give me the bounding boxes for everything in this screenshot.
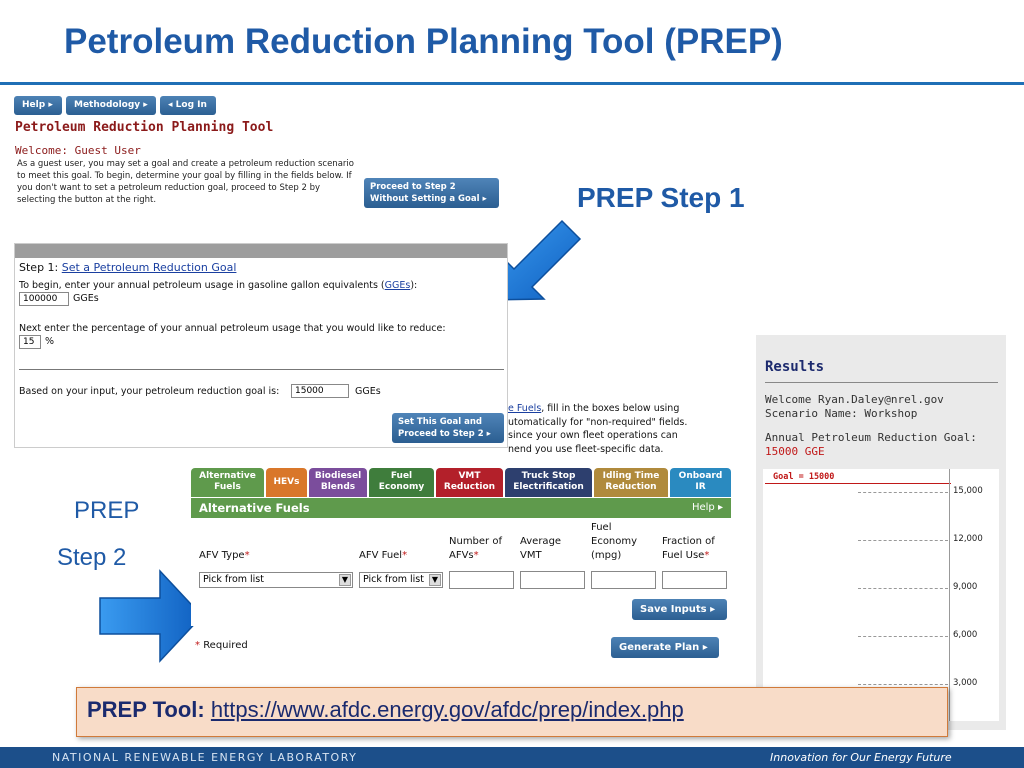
tab-label: IR: [695, 482, 706, 492]
usage-input[interactable]: 100000: [19, 292, 69, 306]
help-button[interactable]: [14, 96, 62, 115]
prep-tool-callout: [76, 687, 948, 737]
required-asterisk: *: [402, 550, 408, 561]
gridline: [858, 588, 948, 589]
tab-alternative-fuels[interactable]: [191, 468, 264, 497]
play-arrow-icon: ▸: [486, 429, 491, 439]
play-arrow-icon: ▸: [702, 642, 708, 653]
col-fuel-econ-3: (mpg): [591, 550, 622, 561]
step1-panel: [14, 243, 508, 448]
results-goal-label: Annual Petroleum Reduction Goal:: [765, 431, 977, 444]
login-button-label: Log In: [175, 100, 207, 110]
footer-org: NATIONAL RENEWABLE ENERGY LABORATORY: [52, 751, 358, 764]
goal-line: [765, 483, 951, 484]
tab-label: Truck Stop: [521, 471, 576, 481]
step1-heading: [19, 261, 236, 274]
overlap-line3: since your own fleet operations can: [508, 430, 678, 441]
fraction-input[interactable]: [662, 571, 727, 589]
set-goal-button[interactable]: [392, 413, 504, 443]
help-button-label: Help: [22, 100, 46, 110]
usage-unit: GGEs: [73, 293, 99, 304]
tab-onboard-ir[interactable]: [670, 468, 731, 497]
tick-label: 15,000: [953, 486, 983, 496]
afv-type-select[interactable]: [199, 572, 353, 588]
tab-idling-time[interactable]: [594, 468, 668, 497]
tab-label: Reduction: [605, 482, 657, 492]
tab-label: Economy: [378, 482, 425, 492]
back-arrow-icon: ◂: [168, 100, 173, 110]
footer-bar: [0, 747, 1024, 768]
callout-label: PREP Tool:: [87, 697, 205, 722]
section-header: [191, 498, 731, 518]
usage-prompt-b: ):: [410, 280, 418, 291]
results-goal-value: 15000 GGE: [765, 445, 825, 458]
step2-panel: [191, 468, 731, 626]
required-asterisk: *: [244, 550, 250, 561]
play-arrow-icon: ▸: [717, 502, 723, 513]
usage-prompt: [19, 280, 417, 291]
fuel-economy-input[interactable]: [591, 571, 656, 589]
play-arrow-icon: ▸: [710, 604, 716, 615]
tool-title: Petroleum Reduction Planning Tool: [15, 120, 274, 135]
pct-prompt: Next enter the percentage of your annual petroleum usage that you would like to reduce:: [19, 323, 446, 334]
save-inputs-label: Save Inputs: [640, 604, 707, 615]
login-button[interactable]: [160, 96, 216, 115]
results-panel: [756, 335, 1006, 730]
tab-truck-stop[interactable]: [505, 468, 592, 497]
col-afv-type: [199, 549, 250, 563]
slide-title: Petroleum Reduction Planning Tool (PREP): [64, 22, 783, 61]
pct-unit: %: [45, 336, 55, 347]
gridline: [858, 492, 948, 493]
results-welcome: Welcome Ryan.Daley@nrel.gov: [765, 393, 944, 406]
tab-label: Reduction: [443, 482, 496, 492]
proceed-button-line2: Without Setting a Goal: [370, 194, 480, 204]
tab-label: Idling Time: [602, 471, 660, 481]
proceed-without-goal-button[interactable]: [364, 178, 499, 208]
methodology-button-label: Methodology: [74, 100, 141, 110]
gridline: [858, 636, 948, 637]
section-help-link[interactable]: [692, 502, 723, 513]
tick-label: 6,000: [953, 630, 978, 640]
required-asterisk: *: [195, 640, 200, 651]
gridline: [858, 684, 948, 685]
tab-label: Fuels: [214, 482, 241, 492]
callout-text: [87, 697, 684, 723]
tab-label: HEVs: [273, 477, 300, 487]
tab-fuel-economy[interactable]: [369, 468, 434, 497]
col-fraction-2: Fuel Use: [662, 550, 705, 561]
tab-label: Blends: [320, 482, 356, 492]
panel-header-bar: [15, 244, 507, 258]
gge-link[interactable]: GGEs: [384, 280, 411, 291]
tab-label: Fuel: [390, 471, 413, 481]
set-goal-link[interactable]: Set a Petroleum Reduction Goal: [61, 261, 237, 274]
col-fuel-econ-2: Economy: [591, 536, 638, 547]
methodology-button[interactable]: [66, 96, 156, 115]
tab-label: Electrification: [513, 482, 584, 492]
required-note-label: Required: [203, 640, 248, 651]
overlap-text: [508, 402, 738, 456]
tab-biodiesel[interactable]: [309, 468, 367, 497]
goal-unit: GGEs: [355, 386, 381, 397]
tab-label: Alternative: [199, 471, 256, 481]
col-fraction: [662, 535, 715, 563]
col-num-afvs-2: AFVs: [449, 550, 474, 561]
afv-fuel-select[interactable]: [359, 572, 443, 588]
col-avg-vmt: [520, 535, 561, 563]
afv-fuel-select-value: Pick from list: [363, 574, 424, 585]
play-arrow-icon: ▸: [143, 100, 148, 110]
col-num-afvs: [449, 535, 502, 563]
chart-axis: [949, 469, 950, 721]
tick-label: 12,000: [953, 534, 983, 544]
section-help-label: Help: [691, 502, 715, 513]
tick-label: 3,000: [953, 678, 978, 688]
step2-callout-line2: Step 2: [57, 544, 127, 571]
pct-input[interactable]: 15: [19, 335, 41, 349]
overlap-link[interactable]: e Fuels: [508, 403, 542, 414]
col-afv-type-label: AFV Type: [199, 550, 245, 561]
tab-hevs[interactable]: [266, 468, 307, 497]
set-goal-line2: Proceed to Step 2: [398, 429, 484, 439]
avg-vmt-input[interactable]: [520, 571, 585, 589]
required-note: [195, 640, 248, 651]
required-asterisk: *: [473, 550, 479, 561]
required-asterisk: *: [704, 550, 710, 561]
save-inputs-button[interactable]: [632, 599, 727, 620]
tab-label: Biodiesel: [314, 471, 362, 481]
tab-vmt-reduction[interactable]: [436, 468, 503, 497]
results-rule: [765, 382, 998, 383]
welcome-text: Welcome: Guest User: [15, 144, 141, 157]
play-arrow-icon: ▸: [482, 194, 487, 204]
num-afvs-input[interactable]: [449, 571, 514, 589]
goal-prompt: Based on your input, your petroleum reduction goal is:: [19, 386, 280, 397]
chevron-down-icon: ▼: [339, 574, 351, 586]
step1-callout-label: PREP Step 1: [577, 182, 745, 213]
col-num-afvs-1: Number of: [449, 536, 502, 547]
tab-label: VMT: [458, 471, 481, 481]
results-title: Results: [765, 359, 825, 375]
overlap-line4: nend you use fleet-specific data.: [508, 443, 664, 455]
tick-label: 9,000: [953, 582, 978, 592]
play-arrow-icon: ▸: [48, 100, 53, 110]
col-avg-vmt-2: VMT: [520, 550, 542, 561]
chevron-down-icon: ▼: [429, 574, 441, 586]
title-rule: [0, 82, 1024, 85]
intro-text: As a guest user, you may set a goal and create a petroleum reduction scenario to meet this goal. To begin, determine your goal by filling in the fields below. If you don't want to set a petroleum reduction goal, proceed to Step 2 by selecting the button at the right.: [17, 159, 354, 205]
section-title: Alternative Fuels: [199, 501, 310, 515]
generate-plan-button[interactable]: [611, 637, 719, 658]
results-scenario: Scenario Name: Workshop: [765, 407, 918, 420]
goal-output: 15000: [291, 384, 349, 398]
generate-plan-label: Generate Plan: [619, 642, 700, 653]
footer-tagline: Innovation for Our Energy Future: [770, 751, 952, 764]
tab-label: Onboard: [678, 471, 723, 481]
col-afv-fuel-label: AFV Fuel: [359, 550, 403, 561]
prep-tool-link[interactable]: https://www.afdc.energy.gov/afdc/prep/index.php: [210, 697, 684, 722]
col-fuel-economy: [591, 521, 637, 563]
col-fraction-1: Fraction of: [662, 536, 715, 547]
overlap-line2: utomatically for "non-required" fields.: [508, 416, 688, 428]
chart-goal-label: Goal = 15000: [773, 472, 835, 482]
divider: [19, 369, 504, 370]
afv-type-select-value: Pick from list: [203, 574, 264, 585]
step2-callout-line1: PREP: [74, 497, 140, 524]
gridline: [858, 540, 948, 541]
set-goal-line1: Set This Goal and: [398, 417, 482, 427]
col-fuel-econ-1: Fuel: [591, 522, 612, 533]
usage-prompt-a: To begin, enter your annual petroleum usage in gasoline gallon equivalents (: [19, 280, 385, 291]
overlap-line1: , fill in the boxes below using: [541, 403, 680, 414]
proceed-button-line1: Proceed to Step 2: [370, 182, 456, 192]
col-afv-fuel: [359, 549, 407, 563]
step1-prefix: Step 1:: [19, 261, 62, 274]
results-chart: [763, 469, 999, 721]
col-avg-vmt-1: Average: [520, 536, 562, 547]
